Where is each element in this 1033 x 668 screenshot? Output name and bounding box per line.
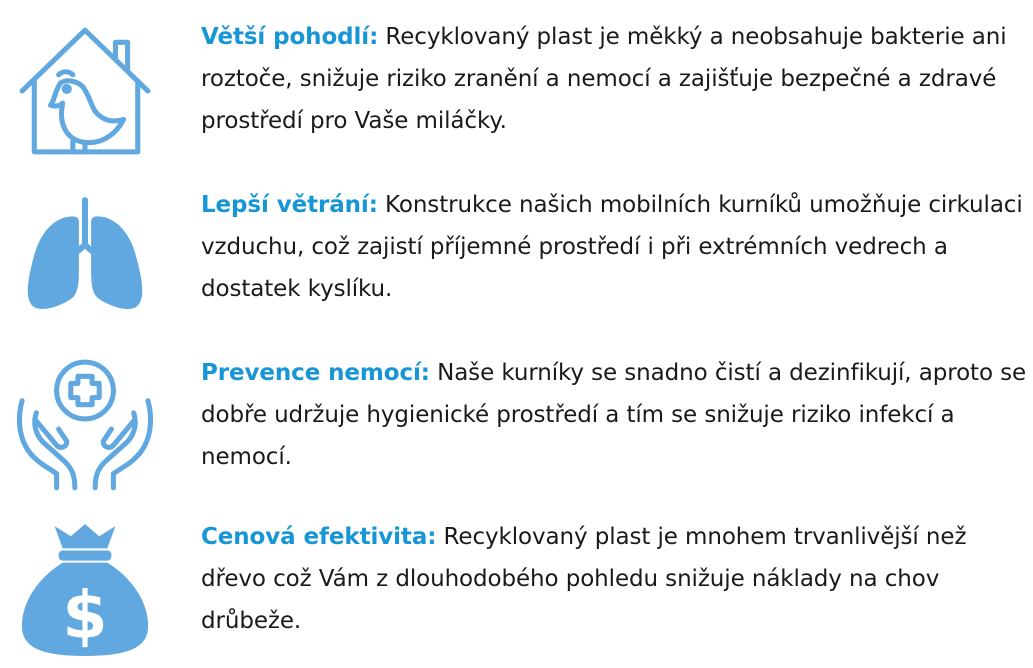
hands-medical-cross-icon <box>14 354 156 496</box>
feature-description: Konstrukce našich mobilních kurníků umožňuje cirkulaci vzduchu, což zajistí příjemné prostředí i při extrémních vedrech a dostatek kyslíku. <box>201 192 1023 302</box>
feature-description: Recyklovaný plast je měkký a neobsahuje bakterie ani roztoče, snižuje riziko zranění a nemocí a zajišťuje bezpečné a zdravé prostředí pro Vaše miláčky. <box>201 24 1007 134</box>
feature-description: Naše kurníky se snadno čistí a dezinfikují, aproto se dobře udržuje hygienické prostředí a tím se snižuje riziko infekcí a nemocí. <box>201 360 1027 470</box>
feature-title: Lepší větrání: <box>201 192 378 218</box>
feature-title: Větší pohodlí: <box>201 24 379 50</box>
lungs-icon <box>14 192 156 334</box>
feature-title: Cenová efektivita: <box>201 524 437 550</box>
feature-description: Recyklovaný plast je mnohem trvanlivější než dřevo což Vám z dlouhodobého pohledu snižuje náklady na chov drůbeže. <box>201 524 967 634</box>
feature-title: Prevence nemocí: <box>201 360 430 386</box>
money-bag-icon <box>14 518 156 660</box>
svg-text:$: $ <box>62 578 108 654</box>
house-chicken-icon <box>14 20 156 162</box>
